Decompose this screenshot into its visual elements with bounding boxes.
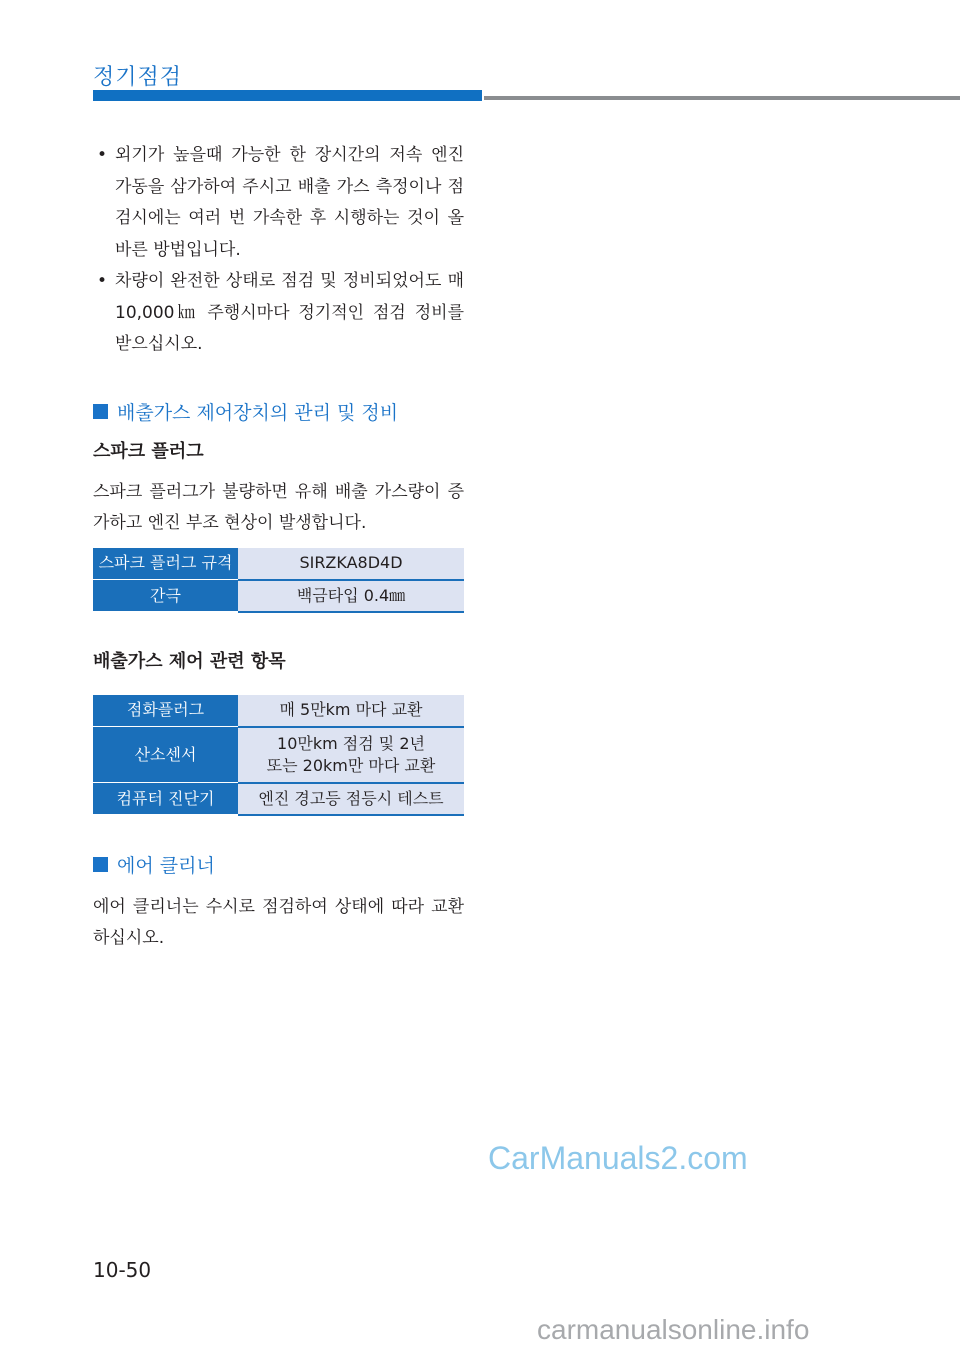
- table-key-cell: 점화플러그: [93, 695, 238, 727]
- table-value-line: 또는 20km만 마다 교환: [266, 755, 436, 775]
- bullet-list: [93, 140, 464, 361]
- main-column: [93, 140, 464, 955]
- table-key-cell: 산소센서: [93, 727, 238, 783]
- table-row: [93, 695, 464, 727]
- emission-items-table: [93, 695, 464, 816]
- bullet-item: • 차량이 완전한 상태로 점검 및 정비되었어도 매 10,000㎞ 주행시마다 정기적인 점검 정비를 받으십시오.: [93, 266, 464, 361]
- table-row: [93, 727, 464, 783]
- watermark-logo: CarManuals2.com: [488, 1140, 748, 1176]
- bullet-item: • 외기가 높을때 가능한 한 장시간의 저속 엔진 가동을 삼가하여 주시고 배출 가스 측정이나 점검시에는 여러 번 가속한 후 시행하는 것이 올바른 방법입니다.: [93, 140, 464, 266]
- footer-watermark: carmanualsonline.info: [537, 1314, 810, 1345]
- table-key-cell: 컴퓨터 진단기: [93, 783, 238, 815]
- paragraph-spark-plug: 스파크 플러그가 불량하면 유해 배출 가스량이 증가하고 엔진 부조 현상이 발생합니다.: [93, 481, 464, 533]
- subheading-spark-plug: 스파크 플러그: [93, 440, 204, 462]
- table-value-line: 10만km 점검 및 2년: [277, 733, 425, 753]
- section-heading-text: 에어 클리너: [117, 855, 215, 877]
- table-value-cell: 엔진 경고등 점등시 테스트: [238, 783, 464, 815]
- page-header-title: 정기점검: [93, 65, 183, 90]
- square-bullet-icon: [93, 404, 108, 419]
- spark-plug-spec-table: [93, 548, 464, 613]
- table-key-cell: 간극: [93, 580, 238, 612]
- section-heading-text: 배출가스 제어장치의 관리 및 정비: [117, 402, 399, 424]
- header-rule-gray: [484, 96, 960, 100]
- table-value-cell: 백금타입 0.4㎜: [238, 580, 464, 612]
- table-key-cell: 스파크 플러그 규격: [93, 548, 238, 580]
- section-heading-air-cleaner: [93, 848, 464, 882]
- header-rule-blue: [93, 90, 482, 101]
- table-value-cell: [238, 727, 464, 783]
- table-row: [93, 783, 464, 815]
- table-row: [93, 548, 464, 580]
- page-number: 10-50: [93, 1258, 152, 1282]
- section-heading-emission: [93, 395, 464, 429]
- subheading-emission-items: 배출가스 제어 관련 항목: [93, 650, 286, 672]
- paragraph-air-cleaner: 에어 클리너는 수시로 점검하여 상태에 따라 교환하십시오.: [93, 896, 464, 948]
- table-value-cell: 매 5만km 마다 교환: [238, 695, 464, 727]
- square-bullet-icon: [93, 857, 108, 872]
- table-value-cell: SIRZKA8D4D: [238, 548, 464, 580]
- table-row: [93, 580, 464, 612]
